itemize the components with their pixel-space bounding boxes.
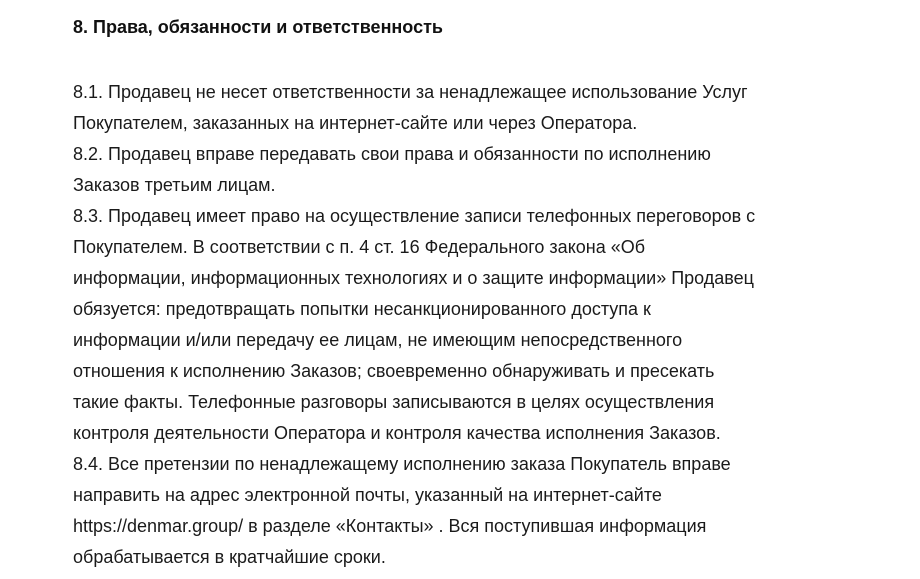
clause-8-2: 8.2. Продавец вправе передавать свои права и обязанности по исполнению Заказов третьим лицам. <box>73 144 711 195</box>
clause-8-3: 8.3. Продавец имеет право на осуществление записи телефонных переговоров с Покупателем. В соответствии с п. 4 ст. 16 Федерального закона «Об информации, информационных технологиях и о защите информации» Продавец обязуется: предотвращать попытки несанкционированного доступа к информации и/или передачу ее лицам, не имеющим непосредственного отношения к исполнению Заказов; своевременно обнаруживать и пресекать такие факты. Телефонные разговоры записываются в целях осуществления контроля деятельности Оператора и контроля качества исполнения Заказов. <box>73 206 756 443</box>
clause-8-1: 8.1. Продавец не несет ответственности за ненадлежащее использование Услуг Покупателем, заказанных на интернет-сайте или через Оператора. <box>73 82 748 133</box>
section-title: 8. Права, обязанности и ответственность <box>73 17 443 37</box>
document-section <box>73 14 873 573</box>
clause-8-4: 8.4. Все претензии по ненадлежащему исполнению заказа Покупатель вправе направить на адрес электронной почты, указанный на интернет-сайте https://denmar.group/ в разделе «Контакты» . Вся поступившая информация обрабатывается в кратчайшие сроки. <box>73 454 731 567</box>
